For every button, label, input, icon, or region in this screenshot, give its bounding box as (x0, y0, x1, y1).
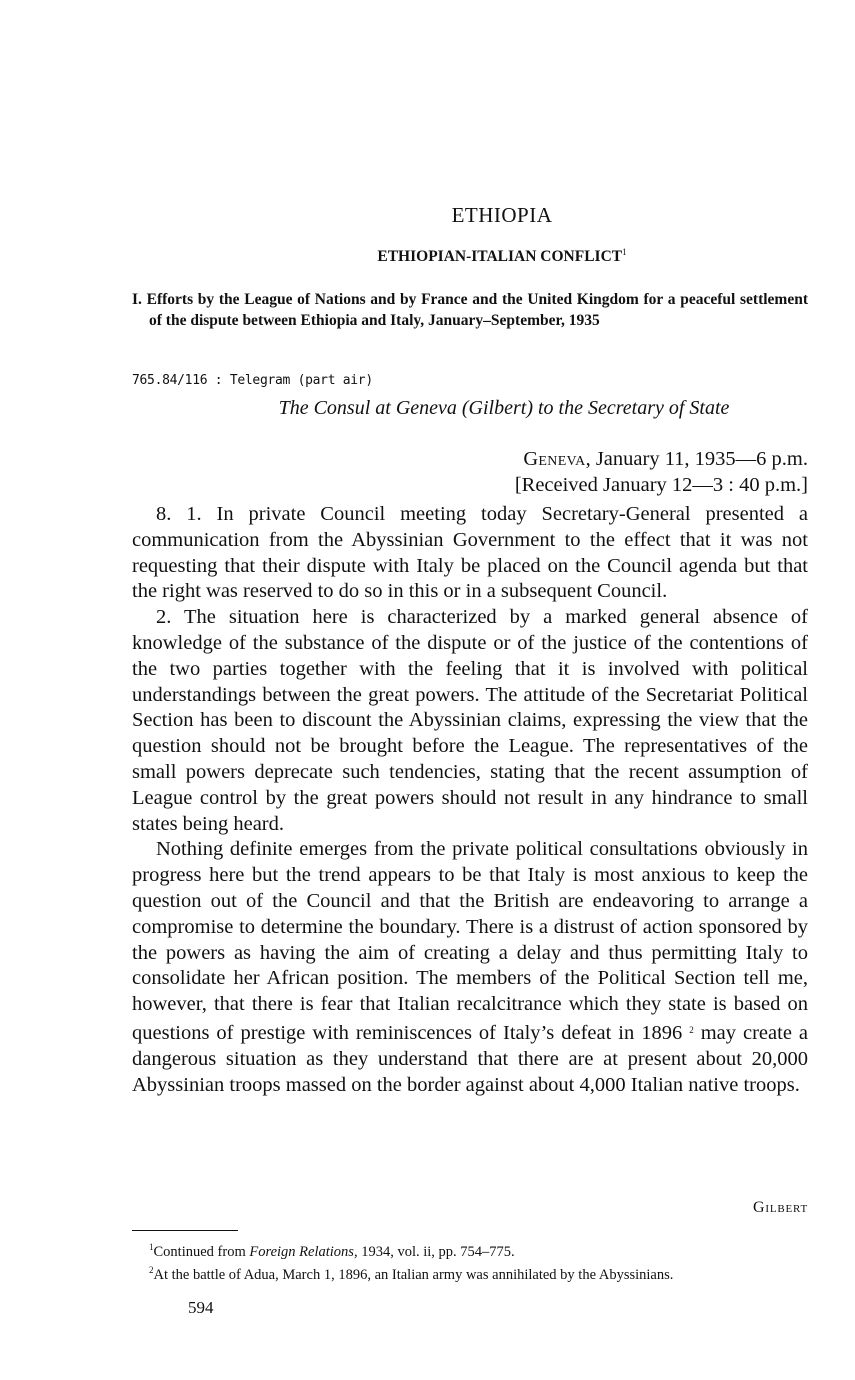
page-title: ETHIOPIA (451, 203, 553, 227)
footnotes (132, 1238, 808, 1284)
document-heading: The Consul at Geneva (Gilbert) to the Secretary of State (278, 397, 730, 419)
footnote-2 (132, 1261, 808, 1284)
footnote-1-mark: 1 (149, 1242, 154, 1252)
footnote-2-text: At the battle of Adua, March 1, 1896, an Italian army was annihilated by the Abyssinians. (153, 1267, 674, 1283)
footnote-mark-2: 2 (689, 1024, 694, 1035)
telegram-body (132, 502, 808, 1098)
footnote-1-suffix: , 1934, vol. ii, pp. 754–775. (353, 1244, 515, 1260)
footnote-1-italic: Foreign Relations (249, 1244, 354, 1260)
section-heading: I. Efforts by the League of Nations and by France and the United Kingdom for a peaceful settlement of the dispute between Ethiopia and Italy, January–September, 1935 (132, 291, 808, 329)
footnote-mark-1: 1 (622, 247, 627, 257)
dateline-place: Geneva (523, 448, 586, 470)
dateline-sent (515, 446, 808, 472)
footnote-1-prefix: Continued from (153, 1244, 250, 1260)
signature: Gilbert (753, 1199, 808, 1216)
dateline-date: , January 11, 1935—6 p.m. (585, 448, 808, 470)
file-reference: 765.84/116 : Telegram (part air) (132, 373, 373, 388)
paragraph-1: 8. 1. In private Council meeting today Secretary-General presented a communication from the Abyssinian Government to the effect that it was not requesting that their dispute with Italy be placed on the Council agenda but that the right was reserved to do so in this or in a subsequent Council. (132, 503, 808, 603)
footnote-divider (132, 1230, 238, 1231)
paragraph-3 (132, 837, 808, 1098)
subtitle-text: ETHIOPIAN-ITALIAN CONFLICT (377, 248, 623, 265)
paragraph-3-text-a: Nothing definite emerges from the private political consultations obviously in progress here but the trend appears to be that Italy is most anxious to keep the question out of the Council and that the British are endeavoring to arrange a compromise to determine the boundary. There is a distrust of action sponsored by the powers as having the aim of creating a delay and thus permitting Italy to consolidate her African position. The members of the Political Section tell me, however, that there is fear that Italian recalcitrance which they state is based on questions of prestige with reminiscences of Italy’s defeat in 1896 (132, 838, 808, 1044)
page-number: 594 (188, 1298, 214, 1317)
paragraph-3-text-b: may create a dangerous situation as they understand that there are at present about 20,000 Abyssinian troops massed on the border against about 4,000 Italian native troops. (132, 1021, 809, 1096)
dateline (515, 446, 808, 498)
footnote-1 (132, 1238, 808, 1261)
footnote-2-mark: 2 (149, 1265, 154, 1275)
chapter-subtitle (132, 247, 808, 266)
paragraph-2: 2. The situation here is characterized by a marked general absence of knowledge of the substance of the dispute or of the justice of the contentions of the two parties together with the feeling that it is involved with political understandings between the great powers. The attitude of the Secretariat Political Section has been to discount the Abyssinian claims, expressing the view that the question should not be brought before the League. The representatives of the small powers deprecate such tendencies, stating that the recent assumption of League control by the great powers should not result in any hindrance to small states being heard. (132, 606, 808, 835)
dateline-received: [Received January 12—3 : 40 p.m.] (514, 474, 808, 496)
